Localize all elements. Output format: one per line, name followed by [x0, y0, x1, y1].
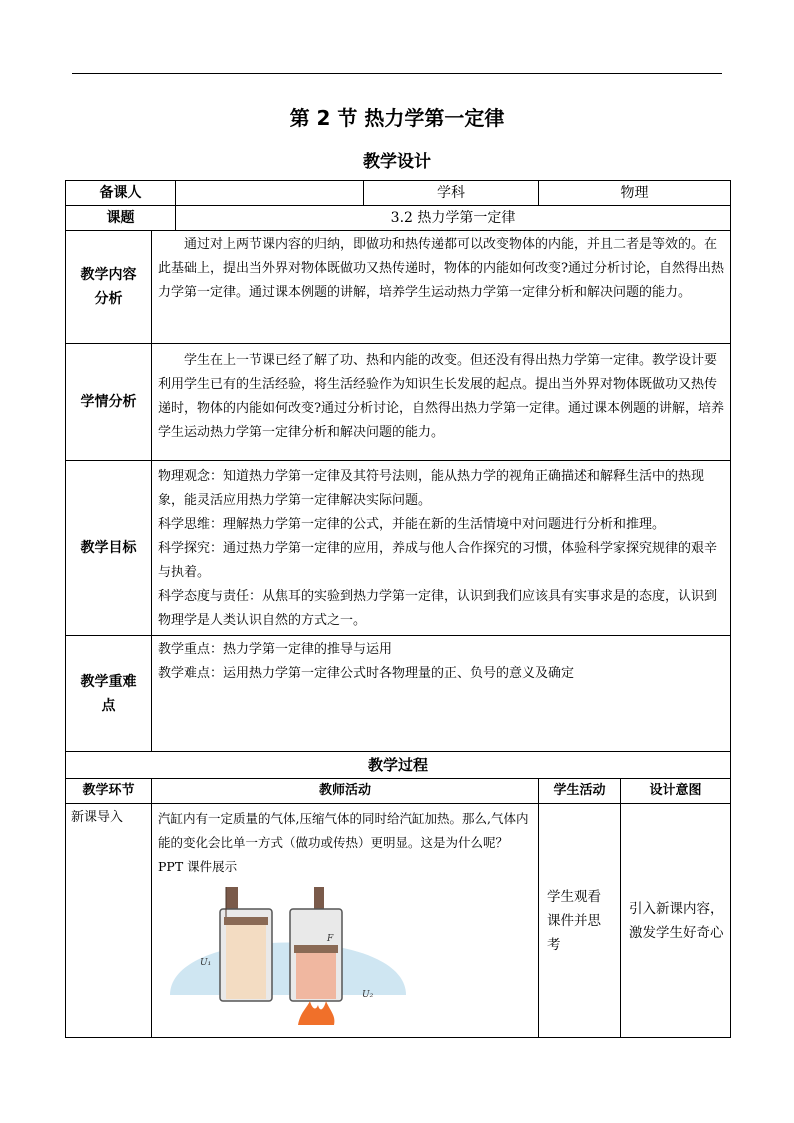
key-points-label: 教学重难点	[66, 636, 152, 752]
right-gas	[296, 953, 336, 999]
objective-item: 科学探究：通过热力学第一定律的应用，养成与他人合作探究的习惯，体验科学家探究规律的艰辛与执着。	[158, 541, 718, 580]
objectives-label: 教学目标	[66, 461, 152, 636]
objectives-list	[152, 461, 731, 636]
intent-cell: 引入新课内容，激发学生好奇心	[621, 804, 731, 1038]
process-header-student: 学生活动	[539, 779, 621, 804]
process-header-teacher: 教师活动	[152, 779, 539, 804]
objective-item: 科学思维：理解热力学第一定律的公式，并能在新的生活情境中对问题进行分析和推理。	[158, 517, 666, 532]
student-cell: 学生观看课件并思考	[539, 804, 621, 1038]
subject-value: 物理	[539, 181, 731, 206]
key-points-list	[152, 636, 731, 752]
learner-analysis-text: 学生在上一节课已经了解了功、热和内能的改变。但还没有得出热力学第一定律。教学设计要利用学生已有的生活经验，将生活经验作为知识生长发展的起点。提出当外界对物体既做功又热传递时，物体的内能如何改变?通过分析讨论，自然得出热力学第一定律。通过课本例题的讲解，培养学生运动热力学第一定律分析和解决问题的能力。	[152, 344, 731, 461]
flame-icon	[298, 1001, 334, 1025]
header-rule	[72, 73, 722, 74]
process-header-stage: 教学环节	[66, 779, 152, 804]
objective-item: 物理观念：知道热力学第一定律及其符号法则，能从热力学的视角正确描述和解释生活中的热现象，能灵活应用热力学第一定律解决实际问题。	[158, 469, 705, 508]
stage-cell: 新课导入	[66, 804, 152, 1038]
key-point-item: 教学难点：运用热力学第一定律公式时各物理量的正、负号的意义及确定	[158, 666, 575, 681]
beaker-background	[170, 943, 406, 996]
content-analysis-text: 通过对上两节课内容的归纳，即做功和热传递都可以改变物体的内能，并且二者是等效的。在此基础上，提出当外界对物体既做功又热传递时，物体的内能如何改变?通过分析讨论，自然得出热力学第一定律。通过课本例题的讲解，培养学生运动热力学第一定律分析和解决问题的能力。	[152, 231, 731, 344]
process-title: 教学过程	[66, 752, 731, 779]
preparer-label: 备课人	[66, 181, 176, 206]
label-u1: U₁	[200, 958, 212, 968]
page-title: 第 2 节 热力学第一定律	[289, 106, 505, 130]
left-gas	[226, 925, 266, 999]
label-force: F	[327, 934, 334, 944]
page-subtitle: 教学设计	[363, 152, 431, 172]
preparer-value	[176, 181, 364, 206]
process-header-intent: 设计意图	[621, 779, 731, 804]
left-piston	[224, 917, 268, 925]
label-u2: U₂	[362, 990, 374, 1000]
lesson-plan-table	[65, 180, 731, 1038]
subject-label: 学科	[364, 181, 539, 206]
table-row	[66, 804, 731, 1038]
teacher-cell	[152, 804, 539, 1038]
key-point-item: 教学重点：热力学第一定律的推导与运用	[158, 642, 393, 657]
teacher-text: 汽缸内有一定质量的气体,压缩气体的同时给汽缸加热。那么,气体内能的变化会比单一方式（做功或传热）更明显。这是为什么呢？PPT 课件展示	[158, 811, 529, 874]
objective-item: 科学态度与责任：从焦耳的实验到热力学第一定律，认识到我们应该具有实事求是的态度，认识到物理学是人类认识自然的方式之一。	[158, 589, 718, 628]
topic-value: 3.2 热力学第一定律	[176, 206, 731, 231]
learner-analysis-label: 学情分析	[66, 344, 152, 461]
content-analysis-label: 教学内容分析	[66, 231, 152, 344]
right-piston	[294, 945, 338, 953]
topic-label: 课题	[66, 206, 176, 231]
piston-cylinder-figure	[164, 885, 412, 1025]
